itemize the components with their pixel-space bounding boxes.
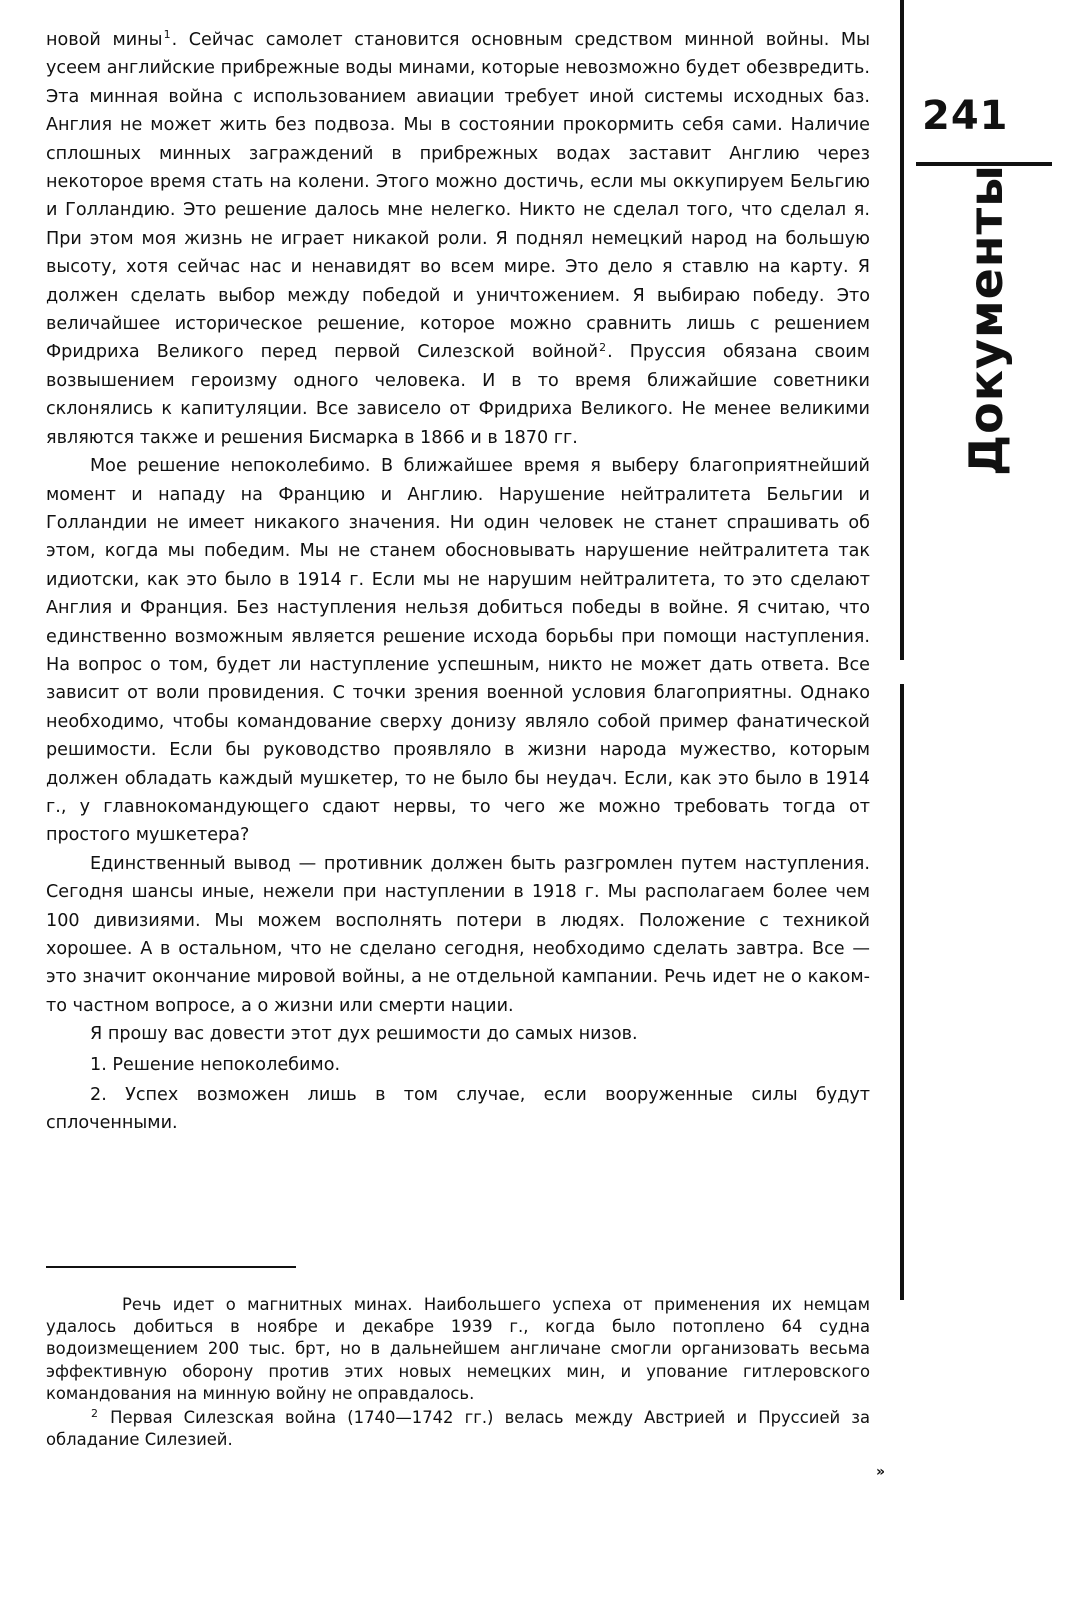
footnote-2 — [46, 1407, 870, 1451]
edge-mark: » — [876, 1464, 886, 1480]
footnote-divider — [46, 1266, 296, 1268]
paragraph-1-end: . Пруссия обязана своим возвышением героизму одного человека. И в то время ближайшие советники склонялись к капитуляции. Все зависело от Фридриха Великого. Не менее великими являются также и решения Бисмарка в 1866 и в 1870 гг. — [46, 342, 870, 448]
section-title: Документы — [959, 164, 1013, 476]
footnote-1: Речь идет о магнитных минах. Наибольшего успеха от применения их немцам удалось добиться в ноябре и декабре 1939 г., когда было потоплено 64 судна водоизмещением 200 тыс. брт, но в дальнейшем англичане смогли организовать весьма эффективную оборону против этих новых немецких мин, и упование гитлеровского командования на минную войну не оправдалось. — [46, 1295, 870, 1403]
margin-rule-top — [900, 0, 904, 660]
paragraph-4: Я прошу вас довести этот дух решимости до самых низов. — [90, 1024, 638, 1045]
paragraph-1-start: новой мины — [46, 30, 163, 50]
paragraph-3: Единственный вывод — противник должен быть разгромлен путем наступления. Сегодня шансы иные, нежели при наступлении в 1918 г. Мы располагаем более чем 100 дивизиями. Мы можем восполнять потери в людях. Положение с техникой хорошее. А в остальном, что не сделано сегодня, необходимо сделать завтра. Все — это значит окончание мировой войны, а не отдельной кампании. Речь идет не о каком-то частном вопросе, а о жизни или смерти нации. — [46, 853, 870, 1016]
footnote-ref-1: 1 — [163, 28, 171, 42]
paragraph-1-middle: . Сейчас самолет становится основным средством минной войны. Мы усеем английские прибрежные воды минами, которые невозможно будет обезвредить. Эта минная война с использованием авиации требует иной системы исходных баз. Англия не может жить без подвоза. Мы в состоянии прокормить себя сами. Наличие сплошных минных заграждений в прибрежных водах заставит Англию через некоторое время стать на колени. Этого можно достичь, если мы оккупируем Бельгию и Голландию. Это решение далось мне нелегко. Никто не сделал того, что сделал я. При этом моя жизнь не играет никакой роли. Я поднял немецкий народ на большую высоту, хотя сейчас нас и ненавидят во всем мире. Это дело я ставлю на карту. Я должен сделать выбор между победой и уничтожением. Я выбираю победу. Это величайшее историческое решение, которое можно сравнить лишь с решением Фридриха Великого перед первой Силезской войной — [46, 30, 871, 363]
main-text — [46, 26, 870, 1138]
footnotes — [46, 1294, 870, 1453]
footnote-2-marker: 2 — [91, 1406, 98, 1420]
paragraph-2: Мое решение непоколебимо. В ближайшее время я выберу благоприятнейший момент и нападу на Францию и Англию. Нарушение нейтралитета Бельгии и Голландии не имеет никакого значения. Ни один человек не станет спрашивать об этом, когда мы победим. Мы не станем обосновывать нарушение нейтралитета так идиотски, как это было в 1914 г. Если мы не нарушим нейтралитета, то это сделают Англия и Франция. Без наступления нельзя добиться победы в войне. Я считаю, что единственно возможным является решение исхода борьбы при помощи наступления. На вопрос о том, будет ли наступление успешным, никто не может дать ответа. Все зависит от воли провидения. С точки зрения военной условия благоприятны. Однако необходимо, чтобы командование сверху донизу являло собой пример фанатической решимости. Если бы руководство проявляло в жизни народа мужество, которым должен обладать каждый мушкетер, то не было бы неудач. Если, как это было в 1914 г., у главнокомандующего сдают нервы, то чего же можно требовать тогда от простого мушкетера? — [46, 456, 870, 846]
paragraph-1 — [46, 26, 870, 452]
page-number: 241 — [922, 93, 1009, 139]
margin-rule-bottom — [900, 684, 904, 1300]
footnote-2-text: Первая Силезская война (1740—1742 гг.) велась между Австрией и Пруссией за обладание Силезией. — [46, 1408, 870, 1450]
footnote-ref-2: 2 — [599, 340, 607, 354]
list-item-2: 2. Успех возможен лишь в том случае, если вооруженные силы будут сплоченными. — [46, 1085, 870, 1134]
list-item-1: 1. Решение непоколебимо. — [90, 1054, 341, 1075]
